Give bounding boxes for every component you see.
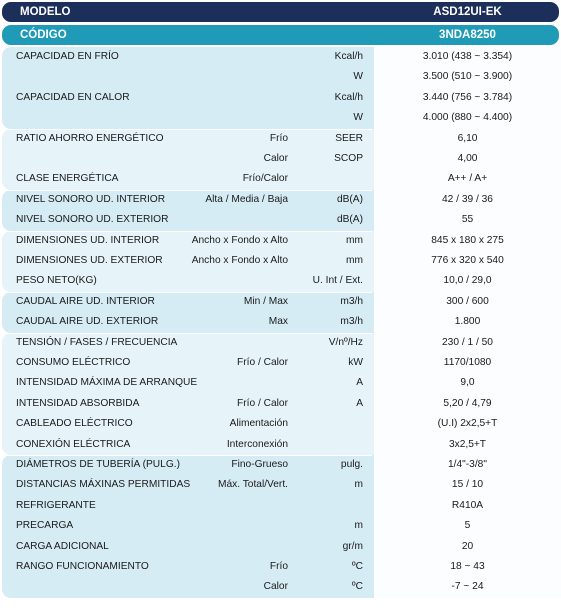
row-label: DIMENSIONES UD. INTERIOR	[16, 234, 160, 246]
row-unit: W	[353, 112, 363, 124]
row-value: 5,20 / 4,79	[443, 397, 492, 409]
row-label: PRECARGA	[16, 520, 74, 532]
group-separator	[2, 129, 372, 130]
row-label: DIMENSIONES UD. EXTERIOR	[16, 255, 163, 266]
group-separator	[2, 333, 372, 334]
row-unit: dB(A)	[336, 193, 363, 205]
row-condition: Max	[268, 316, 288, 328]
specifications-table	[2, 47, 559, 611]
table-row	[2, 210, 559, 230]
row-value: 55	[461, 214, 474, 226]
row-unit: mm	[346, 255, 363, 266]
row-unit: kW	[348, 357, 363, 368]
row-value: 1.800	[454, 316, 481, 328]
row-condition: Fino-Grueso	[231, 459, 288, 470]
model-value: ASD12UI-EK	[433, 6, 502, 18]
row-condition: Interconexión	[226, 438, 288, 450]
row-label: NIVEL SONORO UD. EXTERIOR	[16, 214, 169, 226]
row-unit: Kcal/h	[334, 91, 363, 103]
table-row	[2, 312, 559, 332]
table-row	[2, 251, 559, 271]
row-value: 1170/1080	[443, 357, 492, 368]
row-condition: Calor	[263, 581, 288, 593]
row-value: 6,10	[457, 132, 478, 144]
row-unit: m	[354, 479, 363, 491]
table-row	[2, 373, 559, 393]
row-label: RANGO FUNCIONAMIENTO	[16, 561, 149, 572]
row-unit: ºC	[351, 561, 363, 572]
row-value: 20	[461, 540, 474, 552]
row-condition: Frío / Calor	[237, 357, 288, 368]
table-row	[2, 435, 559, 455]
row-unit: pulg.	[340, 459, 363, 470]
row-condition: Ancho x Fondo x Alto	[191, 255, 288, 266]
row-label: CAUDAL AIRE UD. INTERIOR	[16, 295, 155, 307]
row-label: PESO NETO(KG)	[16, 275, 97, 287]
row-condition: Frío/Calor	[242, 173, 288, 185]
row-unit: Kcal/h	[334, 51, 363, 62]
row-condition: Frío	[269, 561, 288, 572]
row-label: TENSIÓN / FASES / FRECUENCIA	[16, 336, 178, 348]
table-row	[2, 149, 559, 169]
group-separator	[2, 455, 372, 456]
row-label: DIÁMETROS DE TUBERÍA (PULG.)	[16, 459, 180, 470]
row-unit: ºC	[351, 581, 363, 593]
model-header-bar	[2, 2, 559, 22]
row-value: R410A	[451, 499, 484, 511]
row-label: CONSUMO ELÉCTRICO	[16, 357, 131, 368]
table-row	[2, 516, 559, 536]
row-value: 230 / 1 / 50	[442, 336, 493, 348]
row-value: 4.000 (880 ~ 4.400)	[422, 112, 513, 124]
row-unit: A	[356, 377, 363, 389]
table-row	[2, 108, 559, 128]
row-condition: Calor	[263, 153, 288, 164]
row-label: DISTANCIAS MÁXINAS PERMITIDAS	[16, 479, 191, 491]
row-unit: gr/m	[342, 540, 363, 552]
row-condition: Min / Max	[243, 295, 288, 307]
row-unit: m	[354, 520, 363, 532]
table-row	[2, 190, 559, 210]
row-value: 15 / 10	[451, 479, 484, 491]
row-unit: mm	[346, 234, 363, 246]
row-value: -7 ~ 24	[451, 581, 484, 593]
row-condition: Frío	[269, 132, 288, 144]
row-label: CAPACIDAD EN CALOR	[16, 91, 130, 103]
row-value: 4,00	[457, 153, 478, 164]
row-condition: Alta / Media / Baja	[205, 193, 288, 205]
row-unit: m3/h	[340, 316, 363, 328]
table-row	[2, 292, 559, 312]
row-unit: SCOP	[334, 153, 363, 164]
row-label: CAUDAL AIRE UD. EXTERIOR	[16, 316, 159, 328]
table-row	[2, 67, 559, 87]
row-value: 3.500 (510 ~ 3.900)	[422, 71, 513, 83]
row-label: INTENSIDAD MÁXIMA DE ARRANQUE	[16, 377, 198, 389]
row-value: 3.440 (756 ~ 3.784)	[422, 91, 513, 103]
table-row	[2, 455, 559, 475]
row-unit: m3/h	[340, 295, 363, 307]
row-unit: U. Int / Ext.	[312, 275, 363, 287]
row-value: 776 x 320 x 540	[431, 255, 504, 266]
row-label: INTENSIDAD ABSORBIDA	[16, 397, 140, 409]
table-row	[2, 577, 559, 597]
table-row	[2, 88, 559, 108]
row-condition: Frío / Calor	[237, 397, 288, 409]
group-separator	[2, 231, 372, 232]
model-label: MODELO	[20, 6, 71, 18]
row-unit: dB(A)	[336, 214, 363, 226]
row-value: 300 / 600	[446, 295, 489, 307]
group-separator	[2, 190, 372, 191]
row-label: CAPACIDAD EN FRÍO	[16, 51, 119, 62]
table-row	[2, 47, 559, 67]
row-label: CABLEADO ELÉCTRICO	[16, 418, 133, 430]
code-value: 3NDA8250	[439, 29, 496, 41]
table-row	[2, 475, 559, 495]
row-label: RATIO AHORRO ENERGÉTICO	[16, 132, 164, 144]
row-value: 845 x 180 x 275	[431, 234, 504, 246]
row-label: CARGA ADICIONAL	[16, 540, 109, 552]
group-separator	[2, 292, 372, 293]
table-row	[2, 271, 559, 291]
row-label: CONEXIÓN ELÉCTRICA	[16, 438, 131, 450]
spec-sheet	[2, 2, 559, 611]
row-value: 3.010 (438 ~ 3.354)	[422, 51, 513, 62]
row-value: (U.I) 2x2,5+T	[437, 418, 498, 430]
row-unit: SEER	[335, 132, 363, 144]
row-label: CLASE ENERGÉTICA	[16, 173, 119, 185]
table-row	[2, 353, 559, 373]
row-condition: Ancho x Fondo x Alto	[191, 234, 288, 246]
table-row	[2, 496, 559, 516]
row-label: NIVEL SONORO UD. INTERIOR	[16, 193, 166, 205]
row-value: 5	[464, 520, 471, 532]
table-row	[2, 394, 559, 414]
table-row	[2, 231, 559, 251]
row-label: REFRIGERANTE	[16, 499, 96, 511]
row-value: 18 ~ 43	[450, 561, 485, 572]
row-value: A++ / A+	[447, 173, 488, 185]
row-condition: Máx. Total/Vert.	[217, 479, 288, 491]
table-row	[2, 557, 559, 577]
table-row	[2, 169, 559, 189]
table-row	[2, 129, 559, 149]
row-value: 42 / 39 / 36	[442, 193, 493, 205]
table-row	[2, 333, 559, 353]
row-unit: A	[356, 397, 363, 409]
code-header-bar	[2, 25, 559, 45]
row-value: 10,0 / 29,0	[443, 275, 492, 287]
row-unit: W	[353, 71, 363, 83]
row-value: 1/4"-3/8"	[448, 459, 487, 470]
row-value: 3x2,5+T	[448, 438, 487, 450]
row-condition: Alimentación	[229, 418, 288, 430]
row-unit: V/nº/Hz	[328, 336, 363, 348]
row-value: 9,0	[460, 377, 475, 389]
table-row	[2, 537, 559, 557]
code-label: CÓDIGO	[20, 29, 67, 41]
table-row	[2, 414, 559, 434]
